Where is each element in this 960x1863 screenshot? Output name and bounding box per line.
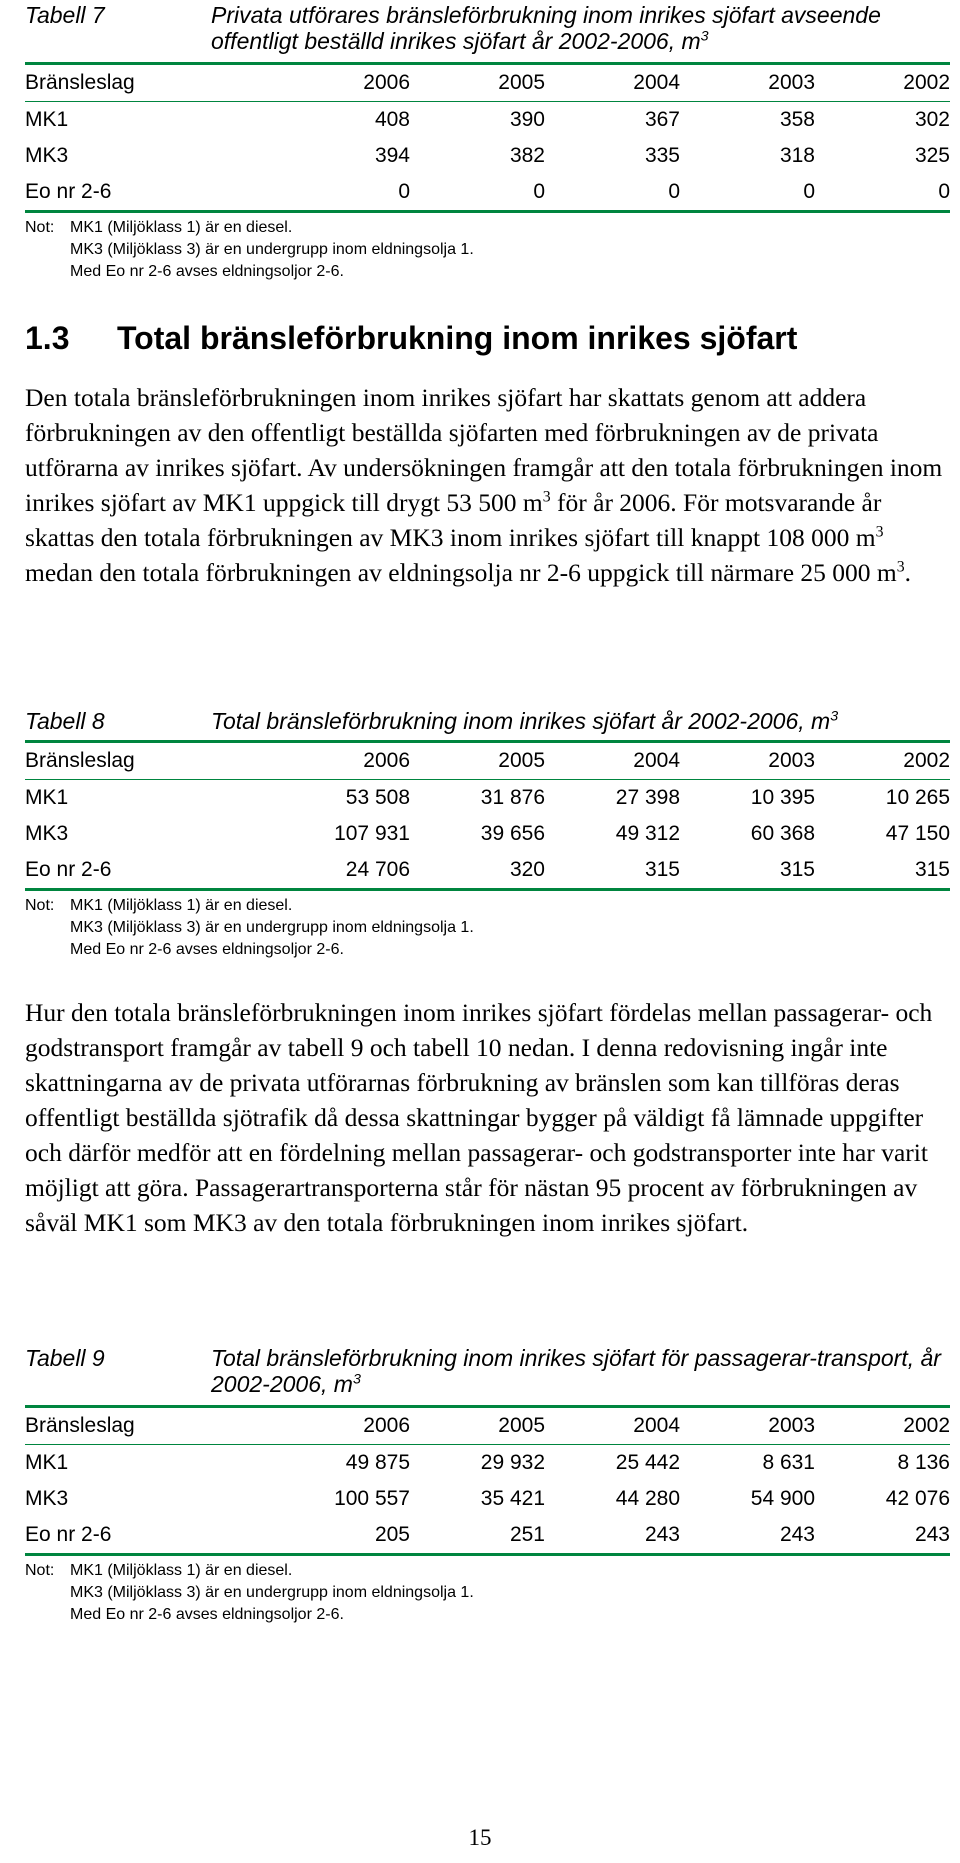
- table-cell: 24 706: [275, 852, 410, 890]
- table-cell: 35 421: [480, 1487, 545, 1510]
- table-row: [25, 816, 950, 852]
- column-header: 2005: [410, 64, 545, 102]
- note-prefix: Not:: [25, 897, 55, 914]
- table-cell: 390: [509, 108, 545, 131]
- note-line: MK3 (Miljöklass 3) är en undergrupp inom eldningsolja 1.: [70, 241, 474, 258]
- table-cell: 408: [374, 108, 410, 131]
- table-cell: Eo nr 2-6: [25, 1517, 275, 1555]
- section-number: 1.3: [25, 320, 70, 356]
- table-caption: [25, 1345, 950, 1397]
- table-cell: 335: [644, 144, 680, 167]
- column-header: Bränsleslag: [25, 64, 275, 102]
- table-cell: 44 280: [615, 1487, 680, 1510]
- table-cell: 251: [410, 1517, 545, 1555]
- table-cell: 31 876: [480, 786, 545, 809]
- column-header: 2006: [275, 1407, 410, 1445]
- table-row: [25, 1481, 950, 1517]
- column-header: 2003: [680, 1407, 815, 1445]
- table-caption: [25, 2, 950, 54]
- table-cell: MK1: [25, 108, 69, 131]
- column-header: 2004: [545, 1407, 680, 1445]
- column-header: 2006: [275, 64, 410, 102]
- table-title: Total bränsleförbrukning inom inrikes sjöfart för passagerar-transport, år 2002-2006, $m^3$: [211, 1345, 941, 1397]
- note-prefix: Not:: [25, 219, 55, 236]
- body-paragraph: Den totala bränsleförbrukningen inom inrikes sjöfart har skattats genom att addera förbrukningen av den offentligt beställda sjöfarten med förbrukningen av de privata utförarna av inrikes sjöfart. Av undersökningen framgår att den totala förbrukningen inom inrikes sjöfart av MK1 uppgick till drygt 53 500 $m^3$ för år 2006. För motsvarande år skattas den totala förbrukningen av MK3 inom inrikes sjöfart till knappt 108 000 $m^3$ medan den totala förbrukningen av eldningsolja nr 2-6 uppgick till närmare 25 000 $m^3$.: [25, 383, 943, 587]
- table-cell: 42 076: [885, 1487, 950, 1510]
- table-number: Tabell 9: [25, 1345, 105, 1371]
- note-line: Med Eo nr 2-6 avses eldningsoljor 2-6.: [70, 1606, 344, 1623]
- data-table: [25, 62, 950, 213]
- column-header: 2004: [545, 742, 680, 780]
- data-table: [25, 1405, 950, 1556]
- table-number: Tabell 8: [25, 708, 105, 734]
- table-cell: 29 932: [480, 1451, 545, 1474]
- column-header: 2005: [410, 1407, 545, 1445]
- table-cell: MK3: [25, 822, 69, 845]
- note-line: MK1 (Miljöklass 1) är en diesel.: [70, 219, 293, 236]
- table-cell: 49 312: [615, 822, 680, 845]
- table-header-row: [25, 64, 950, 102]
- table-row: [25, 1445, 950, 1482]
- column-header: Bränsleslag: [25, 1407, 275, 1445]
- data-table: [25, 740, 950, 891]
- note-line: MK1 (Miljöklass 1) är en diesel.: [70, 897, 293, 914]
- table-cell: 394: [374, 144, 410, 167]
- table-cell: 27 398: [615, 786, 680, 809]
- table-cell: MK1: [25, 1451, 69, 1474]
- table-cell: 0: [545, 174, 680, 212]
- table-cell: 0: [275, 174, 410, 212]
- table-cell: 382: [509, 144, 545, 167]
- table-cell: 320: [410, 852, 545, 890]
- table-7: [25, 2, 950, 283]
- table-notes: [25, 1560, 950, 1626]
- table-header-row: [25, 1407, 950, 1445]
- note-line: MK1 (Miljöklass 1) är en diesel.: [70, 1562, 293, 1579]
- table-cell: Eo nr 2-6: [25, 852, 275, 890]
- table-cell: 315: [815, 852, 950, 890]
- table-9: [25, 1345, 950, 1626]
- body-paragraph: Hur den totala bränsleförbrukningen inom inrikes sjöfart fördelas mellan passagerar- och godstransport framgår av tabell 9 och tabell 10 nedan. I denna redovisning ingår inte skattningarna av de privata utförarnas förbrukning av bränslen som kan tillföras deras offentligt beställda sjötrafik då dessa skattningar bygger på väldigt få lämnade uppgifter och därför medför att en fördelning mellan passagerar- och godstransporter inte har varit möjligt att göra. Passagerartransporterna står för nästan 95 procent av förbrukningen av såväl MK1 som MK3 av den totala förbrukningen inom inrikes sjöfart.: [25, 998, 933, 1237]
- table-row: [25, 102, 950, 139]
- table-cell: 10 265: [885, 786, 950, 809]
- table-cell: 243: [815, 1517, 950, 1555]
- table-row: [25, 138, 950, 174]
- table-cell: 367: [644, 108, 680, 131]
- table-cell: 358: [779, 108, 815, 131]
- note-line: Med Eo nr 2-6 avses eldningsoljor 2-6.: [70, 263, 344, 280]
- note-prefix: Not:: [25, 1562, 55, 1579]
- table-cell: 100 557: [334, 1487, 410, 1510]
- column-header: 2002: [815, 64, 950, 102]
- table-cell: MK3: [25, 1487, 69, 1510]
- table-cell: 205: [275, 1517, 410, 1555]
- column-header: 2003: [680, 742, 815, 780]
- section-heading: [25, 318, 797, 358]
- table-cell: 243: [545, 1517, 680, 1555]
- table-row: [25, 852, 950, 890]
- table-caption: [25, 708, 950, 734]
- table-cell: 325: [914, 144, 950, 167]
- section-title: Total bränsleförbrukning inom inrikes sjöfart: [117, 320, 798, 356]
- table-cell: 53 508: [345, 786, 410, 809]
- table-cell: 0: [680, 174, 815, 212]
- table-cell: 8 631: [762, 1451, 815, 1474]
- table-cell: 315: [545, 852, 680, 890]
- table-cell: 54 900: [750, 1487, 815, 1510]
- table-cell: 49 875: [345, 1451, 410, 1474]
- note-line: MK3 (Miljöklass 3) är en undergrupp inom eldningsolja 1.: [70, 919, 474, 936]
- table-cell: 0: [410, 174, 545, 212]
- page-number: 15: [468, 1825, 492, 1850]
- column-header: 2002: [815, 742, 950, 780]
- column-header: 2005: [410, 742, 545, 780]
- column-header: 2003: [680, 64, 815, 102]
- table-cell: 8 136: [897, 1451, 950, 1474]
- table-cell: 302: [914, 108, 950, 131]
- table-row: [25, 1517, 950, 1555]
- column-header: Bränsleslag: [25, 742, 275, 780]
- table-number: Tabell 7: [25, 2, 105, 28]
- table-cell: 315: [680, 852, 815, 890]
- table-row: [25, 174, 950, 212]
- table-cell: Eo nr 2-6: [25, 174, 275, 212]
- note-line: MK3 (Miljöklass 3) är en undergrupp inom eldningsolja 1.: [70, 1584, 474, 1601]
- table-notes: [25, 217, 950, 283]
- column-header: 2002: [815, 1407, 950, 1445]
- table-header-row: [25, 742, 950, 780]
- table-cell: 318: [779, 144, 815, 167]
- table-cell: MK1: [25, 786, 69, 809]
- table-cell: 25 442: [615, 1451, 680, 1474]
- column-header: 2004: [545, 64, 680, 102]
- table-cell: 47 150: [885, 822, 950, 845]
- table-cell: 60 368: [750, 822, 815, 845]
- table-8: [25, 708, 950, 961]
- table-row: [25, 780, 950, 817]
- table-cell: 10 395: [750, 786, 815, 809]
- table-title: Privata utförares bränsleförbrukning inom inrikes sjöfart avseende offentligt beställd inrikes sjöfart år 2002-2006, $m^3$: [211, 2, 881, 54]
- table-cell: 0: [815, 174, 950, 212]
- table-title: Total bränsleförbrukning inom inrikes sjöfart år 2002-2006, $m^3$: [211, 708, 839, 734]
- table-cell: 39 656: [480, 822, 545, 845]
- table-cell: MK3: [25, 144, 69, 167]
- table-cell: 107 931: [334, 822, 410, 845]
- table-cell: 243: [680, 1517, 815, 1555]
- table-notes: [25, 895, 950, 961]
- note-line: Med Eo nr 2-6 avses eldningsoljor 2-6.: [70, 941, 344, 958]
- column-header: 2006: [275, 742, 410, 780]
